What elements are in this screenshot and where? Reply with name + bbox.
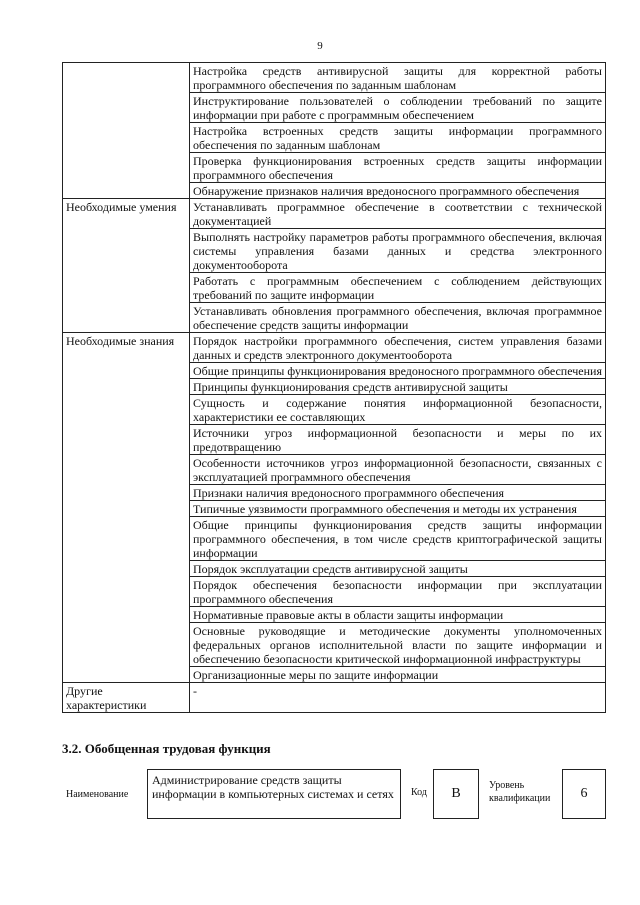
list-item: Источники угроз информационной безопасности и меры по их предотвращению bbox=[190, 425, 605, 455]
name-label: Наименование bbox=[66, 789, 129, 800]
list-item: Нормативные правовые акты в области защиты информации bbox=[190, 607, 605, 623]
list-item: Обнаружение признаков наличия вредоносного программного обеспечения bbox=[193, 184, 580, 198]
row-label bbox=[63, 63, 190, 199]
list-item: Работать с программным обеспечением с соблюдением действующих требований по защите информации bbox=[190, 273, 605, 303]
list-item: Сущность и содержание понятия информационной безопасности, характеристики ее составляющих bbox=[190, 395, 605, 425]
function-name-box bbox=[147, 769, 401, 819]
section-heading: 3.2. Обобщенная трудовая функция bbox=[62, 741, 271, 756]
code-value: B bbox=[451, 786, 461, 801]
list-item: - bbox=[193, 684, 197, 698]
list-item: Особенности источников угроз информационной безопасности, связанных с эксплуатацией программного обеспечения bbox=[190, 455, 605, 485]
table-row bbox=[63, 683, 606, 713]
level-label: Уровень квалификации bbox=[489, 780, 551, 804]
row-label: Другие характеристики bbox=[63, 683, 190, 713]
row-label: Необходимые умения bbox=[63, 199, 190, 333]
list-item: Основные руководящие и методические документы уполномоченных федеральных органов исполнительной власти по защите информации и обеспечению безопасности критической информационной инфраструктуры bbox=[190, 623, 605, 667]
list-item: Устанавливать обновления программного обеспечения, включая программное обеспечение средств защиты информации bbox=[193, 304, 602, 332]
code-label: Код bbox=[411, 787, 427, 798]
list-item: Общие принципы функционирования вредоносного программного обеспечения bbox=[190, 363, 605, 379]
code-box bbox=[433, 769, 479, 819]
list-item: Проверка функционирования встроенных средств защиты информации программного обеспечения bbox=[190, 153, 605, 183]
list-item: Принципы функционирования средств антивирусной защиты bbox=[190, 379, 605, 395]
function-name-value: Администрирование средств защиты информации в компьютерных системах и сетях bbox=[152, 773, 394, 801]
qualification-table bbox=[62, 62, 606, 713]
table-row bbox=[63, 63, 606, 199]
list-item: Порядок эксплуатации средств антивирусной защиты bbox=[190, 561, 605, 577]
list-item: Настройка встроенных средств защиты информации программного обеспечения по заданным шаблонам bbox=[190, 123, 605, 153]
list-item: Признаки наличия вредоносного программного обеспечения bbox=[190, 485, 605, 501]
row-items bbox=[190, 333, 606, 683]
list-item: Порядок обеспечения безопасности информации при эксплуатации программного обеспечения bbox=[190, 577, 605, 607]
page-number: 9 bbox=[317, 40, 323, 52]
list-item: Выполнять настройку параметров работы программного обеспечения, включая системы управления базами данных и средства электронного документооборота bbox=[190, 229, 605, 273]
row-items bbox=[190, 199, 606, 333]
list-item: Настройка средств антивирусной защиты для корректной работы программного обеспечения по заданным шаблонам bbox=[190, 63, 605, 93]
row-items bbox=[190, 683, 606, 713]
list-item: Общие принципы функционирования средств защиты информации программного обеспечения, в том числе средств криптографической защиты информации bbox=[190, 517, 605, 561]
level-value: 6 bbox=[580, 786, 588, 801]
row-label: Необходимые знания bbox=[63, 333, 190, 683]
table-row bbox=[63, 199, 606, 333]
list-item: Инструктирование пользователей о соблюдении требований по защите информации при работе с программным обеспечением bbox=[190, 93, 605, 123]
list-item: Устанавливать программное обеспечение в соответствии с технической документацией bbox=[190, 199, 605, 229]
list-item: Порядок настройки программного обеспечения, систем управления базами данных и средств электронного документооборота bbox=[190, 333, 605, 363]
generalized-function-row bbox=[62, 767, 606, 819]
table-row bbox=[63, 333, 606, 683]
row-items bbox=[190, 63, 606, 199]
level-box bbox=[562, 769, 606, 819]
list-item: Типичные уязвимости программного обеспечения и методы их устранения bbox=[190, 501, 605, 517]
list-item: Организационные меры по защите информации bbox=[193, 668, 439, 682]
